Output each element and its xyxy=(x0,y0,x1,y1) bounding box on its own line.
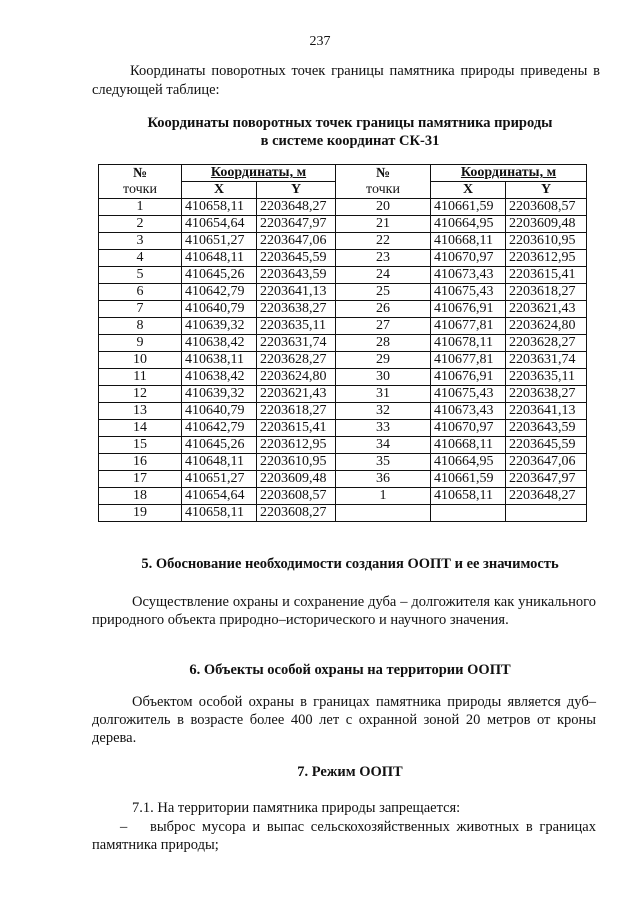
table-row xyxy=(99,471,587,488)
cell-x: 410658,11 xyxy=(182,505,257,522)
cell-point-number: 15 xyxy=(99,437,182,454)
table-row xyxy=(99,250,587,267)
cell-x: 410677,81 xyxy=(431,352,506,369)
cell-x: 410639,32 xyxy=(182,386,257,403)
table-row xyxy=(99,352,587,369)
table-row xyxy=(99,335,587,352)
cell-point-number: 28 xyxy=(336,335,431,352)
cell-point-number: 10 xyxy=(99,352,182,369)
cell-x: 410640,79 xyxy=(182,301,257,318)
cell-y: 2203643,59 xyxy=(257,267,336,284)
cell-y: 2203647,06 xyxy=(257,233,336,250)
cell-y: 2203645,59 xyxy=(506,437,587,454)
section-7-bullet xyxy=(92,818,596,854)
cell-x: 410639,32 xyxy=(182,318,257,335)
cell-x: 410678,11 xyxy=(431,335,506,352)
table-row xyxy=(99,488,587,505)
cell-x: 410670,97 xyxy=(431,420,506,437)
cell-y: 2203635,11 xyxy=(506,369,587,386)
cell-x: 410661,59 xyxy=(431,471,506,488)
cell-x: 410664,95 xyxy=(431,454,506,471)
cell-x: 410638,11 xyxy=(182,352,257,369)
cell-y: 2203647,06 xyxy=(506,454,587,471)
cell-point-number: 18 xyxy=(99,488,182,505)
cell-y: 2203648,27 xyxy=(506,488,587,505)
cell-point-number: 30 xyxy=(336,369,431,386)
cell-x: 410642,79 xyxy=(182,284,257,301)
cell-x: 410642,79 xyxy=(182,420,257,437)
cell-y: 2203612,95 xyxy=(506,250,587,267)
cell-point-number: 17 xyxy=(99,471,182,488)
cell-y: 2203631,74 xyxy=(506,352,587,369)
cell-point-number: 8 xyxy=(99,318,182,335)
cell-point-number xyxy=(336,505,431,522)
cell-y: 2203615,41 xyxy=(257,420,336,437)
cell-y: 2203641,13 xyxy=(506,403,587,420)
table-row xyxy=(99,454,587,471)
header-number-sign: № xyxy=(132,165,148,181)
cell-point-number: 12 xyxy=(99,386,182,403)
table-row xyxy=(99,318,587,335)
header-point-label: точки xyxy=(123,181,157,197)
cell-y: 2203631,74 xyxy=(257,335,336,352)
cell-x: 410664,95 xyxy=(431,216,506,233)
cell-point-number: 22 xyxy=(336,233,431,250)
cell-x: 410677,81 xyxy=(431,318,506,335)
cell-point-number: 4 xyxy=(99,250,182,267)
intro-paragraph: Координаты поворотных точек границы памятника природы приведены в следующей таблице: xyxy=(92,63,600,98)
bullet-dash: – xyxy=(120,819,128,835)
cell-x: 410638,42 xyxy=(182,335,257,352)
coordinates-table-body xyxy=(99,199,587,522)
cell-point-number: 6 xyxy=(99,284,182,301)
header-coordinates: Координаты, м xyxy=(182,165,336,182)
section-6-text: Объектом особой охраны в границах памятника природы является дуб–долгожитель в возрасте более 400 лет с охранной зоной 20 метров от кроны дерева. xyxy=(92,694,596,746)
cell-y: 2203608,57 xyxy=(257,488,336,505)
header-y: Y xyxy=(257,182,336,199)
cell-y: 2203618,27 xyxy=(257,403,336,420)
cell-y: 2203628,27 xyxy=(257,352,336,369)
cell-y: 2203624,80 xyxy=(257,369,336,386)
cell-y: 2203641,13 xyxy=(257,284,336,301)
header-point-number xyxy=(99,165,182,199)
cell-y: 2203647,97 xyxy=(257,216,336,233)
table-title-line-2: в системе координат СК-31 xyxy=(260,133,440,149)
header-x: X xyxy=(182,182,257,199)
cell-y: 2203621,43 xyxy=(506,301,587,318)
cell-point-number: 9 xyxy=(99,335,182,352)
table-row xyxy=(99,369,587,386)
cell-point-number: 13 xyxy=(99,403,182,420)
cell-point-number: 23 xyxy=(336,250,431,267)
cell-point-number: 35 xyxy=(336,454,431,471)
cell-point-number: 27 xyxy=(336,318,431,335)
cell-y: 2203643,59 xyxy=(506,420,587,437)
cell-point-number: 32 xyxy=(336,403,431,420)
cell-x xyxy=(431,505,506,522)
cell-point-number: 11 xyxy=(99,369,182,386)
cell-y: 2203615,41 xyxy=(506,267,587,284)
cell-point-number: 24 xyxy=(336,267,431,284)
cell-y: 2203638,27 xyxy=(257,301,336,318)
cell-x: 410668,11 xyxy=(431,437,506,454)
header-y-2: Y xyxy=(506,182,587,199)
cell-x: 410675,43 xyxy=(431,386,506,403)
table-row xyxy=(99,403,587,420)
page-number: 237 xyxy=(309,34,331,49)
header-x-2: X xyxy=(431,182,506,199)
table-row xyxy=(99,437,587,454)
table-row xyxy=(99,216,587,233)
cell-x: 410638,42 xyxy=(182,369,257,386)
cell-point-number: 7 xyxy=(99,301,182,318)
cell-x: 410673,43 xyxy=(431,267,506,284)
cell-y: 2203608,57 xyxy=(506,199,587,216)
cell-point-number: 5 xyxy=(99,267,182,284)
table-title xyxy=(0,114,640,150)
cell-x: 410640,79 xyxy=(182,403,257,420)
cell-y: 2203609,48 xyxy=(506,216,587,233)
header-number-sign-2: № xyxy=(375,165,391,181)
cell-point-number: 31 xyxy=(336,386,431,403)
cell-x: 410675,43 xyxy=(431,284,506,301)
table-row xyxy=(99,267,587,284)
cell-x: 410648,11 xyxy=(182,250,257,267)
table-row xyxy=(99,233,587,250)
cell-x: 410645,26 xyxy=(182,267,257,284)
cell-x: 410648,11 xyxy=(182,454,257,471)
cell-x: 410654,64 xyxy=(182,216,257,233)
bullet-text: выброс мусора и выпас сельскохозяйственных животных в границах памятника природы; xyxy=(92,819,596,853)
cell-x: 410654,64 xyxy=(182,488,257,505)
table-title-line-1: Координаты поворотных точек границы памятника природы xyxy=(147,115,553,131)
cell-x: 410673,43 xyxy=(431,403,506,420)
cell-point-number: 2 xyxy=(99,216,182,233)
cell-y: 2203624,80 xyxy=(506,318,587,335)
cell-y: 2203635,11 xyxy=(257,318,336,335)
table-row xyxy=(99,199,587,216)
cell-x: 410658,11 xyxy=(431,488,506,505)
cell-point-number: 1 xyxy=(336,488,431,505)
table-row xyxy=(99,420,587,437)
header-point-label-2: точки xyxy=(366,181,400,197)
cell-x: 410670,97 xyxy=(431,250,506,267)
cell-point-number: 26 xyxy=(336,301,431,318)
cell-y: 2203608,27 xyxy=(257,505,336,522)
cell-x: 410676,91 xyxy=(431,369,506,386)
coordinates-table xyxy=(98,164,587,522)
section-7-heading: 7. Режим ООПТ xyxy=(297,764,403,780)
table-row xyxy=(99,301,587,318)
table-row xyxy=(99,284,587,301)
cell-x: 410676,91 xyxy=(431,301,506,318)
cell-x: 410651,27 xyxy=(182,471,257,488)
cell-y: 2203612,95 xyxy=(257,437,336,454)
section-7-item: 7.1. На территории памятника природы запрещается: xyxy=(132,800,461,816)
table-row xyxy=(99,505,587,522)
header-coordinates-2: Координаты, м xyxy=(431,165,587,182)
cell-point-number: 3 xyxy=(99,233,182,250)
cell-point-number: 20 xyxy=(336,199,431,216)
cell-point-number: 33 xyxy=(336,420,431,437)
cell-point-number: 19 xyxy=(99,505,182,522)
cell-y: 2203610,95 xyxy=(506,233,587,250)
cell-y: 2203648,27 xyxy=(257,199,336,216)
cell-x: 410658,11 xyxy=(182,199,257,216)
section-5-heading: 5. Обоснование необходимости создания ООПТ и ее значимость xyxy=(141,556,559,572)
table-row xyxy=(99,386,587,403)
cell-point-number: 1 xyxy=(99,199,182,216)
cell-x: 410645,26 xyxy=(182,437,257,454)
cell-x: 410668,11 xyxy=(431,233,506,250)
cell-point-number: 36 xyxy=(336,471,431,488)
cell-y: 2203647,97 xyxy=(506,471,587,488)
cell-point-number: 25 xyxy=(336,284,431,301)
cell-point-number: 16 xyxy=(99,454,182,471)
cell-point-number: 34 xyxy=(336,437,431,454)
cell-y: 2203618,27 xyxy=(506,284,587,301)
cell-point-number: 21 xyxy=(336,216,431,233)
cell-y: 2203621,43 xyxy=(257,386,336,403)
section-5-text: Осуществление охраны и сохранение дуба – долгожителя как уникального природного объекта природно–исторического и научного значения. xyxy=(92,594,596,628)
cell-y xyxy=(506,505,587,522)
cell-x: 410661,59 xyxy=(431,199,506,216)
section-6-heading: 6. Объекты особой охраны на территории ООПТ xyxy=(189,662,511,678)
cell-y: 2203609,48 xyxy=(257,471,336,488)
cell-y: 2203638,27 xyxy=(506,386,587,403)
cell-y: 2203628,27 xyxy=(506,335,587,352)
cell-point-number: 14 xyxy=(99,420,182,437)
cell-x: 410651,27 xyxy=(182,233,257,250)
cell-point-number: 29 xyxy=(336,352,431,369)
cell-y: 2203610,95 xyxy=(257,454,336,471)
header-point-number-2 xyxy=(336,165,431,199)
cell-y: 2203645,59 xyxy=(257,250,336,267)
